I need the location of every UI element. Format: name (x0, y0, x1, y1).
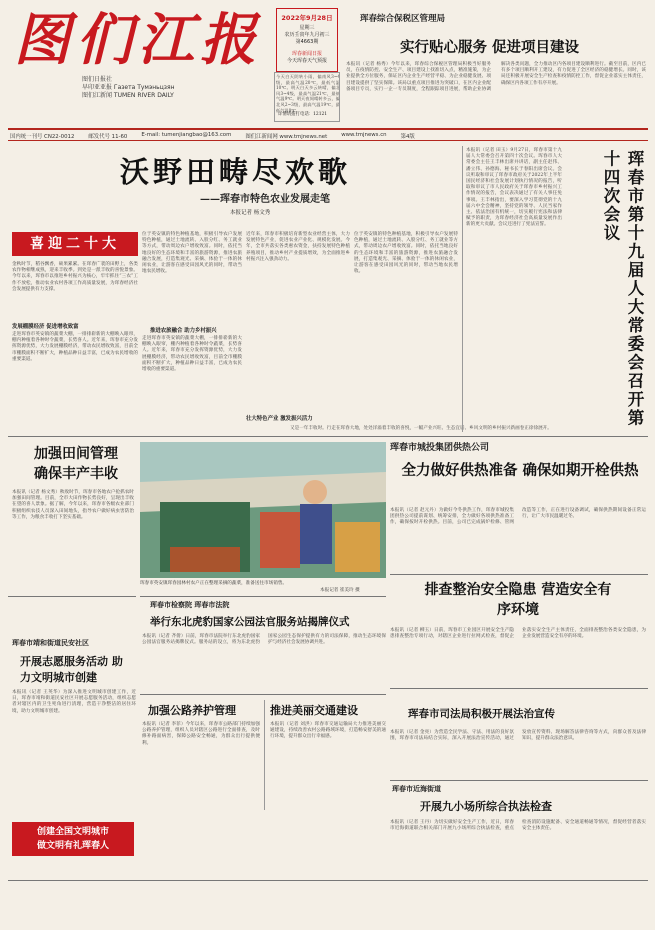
issue-date: 2022年9月28日 (281, 14, 333, 22)
masthead-rule (8, 128, 648, 130)
cn-number: 国内统一刊号 CN22-0012 (10, 134, 75, 140)
main-body-4: 近年来，珲春市积极培育新型农业经营主体，大力发展特色产业，促进农业产业化、规模化发展。今年，全市共落实各类惠农资金，扶持发展特色种植养殖项目，推动乡村产业提质增效，为全面推进乡村振兴注入强劲动力。 (246, 232, 350, 262)
main-headline: 沃野田畴尽欢歌 (120, 155, 352, 189)
top-right-headline: 实行贴心服务 促进项目建设 (400, 39, 580, 56)
masthead-info-bar (10, 132, 648, 140)
photo-caption: 珲春市英安镇珲春园林村农户正在整理采摘的蔬菜，准备送往市场销售。 (140, 581, 288, 586)
hotline-label: 珲春新闻日报 (291, 51, 322, 57)
divider-court (140, 596, 386, 597)
safety-headline: 排查整治安全隐患 营造安全有序环境 (424, 582, 612, 618)
website: 图们江新闻网 www.tmjnews.net (245, 134, 328, 140)
top-right-body: 本报讯（记者 杨秀）今年以来，珲春综合保税区管理局积极当好服务员，在疫情防控、安全生产、项目建设上找准切入点，精准施策，为企业提供全方位服务，保证区内企业生产经营平稳、为企业稳健发展、项目建设提供了坚实保障。该局以重点项目推进为突破口，在区内企业配备项目专员，实行一企一专员制度，全程跟踪项目进展，帮助企业协调解决各类问题，全力推动区内各项目建设顺利进行。截至目前，区内已有多个项目顺利开工建设，有力促进了全区经济的稳健增长。同时，该局还积极开展安全生产检查和疫情防控工作，督促企业落实主体责任，确保区内各项工作有序开展。 (346, 62, 646, 92)
main-body-3: 位于英安镇的特色种植基地，积极引导农户发展特色种植，通过土地流转、入股分红、务工就业等方式，带动周边农户增收致富。同时，依托当地良好的生态环境和丰富的旅游资源，推进农旅融合发展，打造集观光、采摘、体验于一体的休闲农业，让游客在感受田园风光的同时，带动当地农民增收。 (142, 232, 242, 275)
main-subtitle: ——珲春市特色农业发展走笔 (200, 194, 330, 205)
heat-kicker: 珲春市城投集团供热公司 (390, 443, 490, 453)
coast-kicker: 珲春市近海街道 (392, 784, 441, 793)
meeting-body: 本报讯（记者 田玉）9月27日，珲春市第十九届人大常委会召开第四十次会议。珲春市人大常委会主任王丰林出席并讲话，副主任赵伟、潘立伟、孙德海、秘书长于春阳出席会议。会议听取和审议了珲春市政府关于2022年上半年国民经济和社会发展计划执行情况的报告，听取和审议了市人民政府关于珲春市乡村振兴工作情况的报告，会议表决通过了有关人事任免事项。王丰林指出，要深入学习贯彻党的十九届六中全会精神，坚持党的领导、人民当家作主、依法治国有机统一，切实履行宪法和法律赋予的职责，为珲春经济社会高质量发展作出新的更大贡献。会议还进行了宪法宣誓。 (466, 148, 562, 228)
traffic-body: 本报讯（记者 刘洪）珲春市交通运输局大力推进美丽交通建设，持续改善农村公路路域环境，打造畅安舒美的通行环境，提升群众出行幸福感。 (270, 722, 386, 740)
masthead-sub-en: 图们江新闻 TUMEN RIVER DAILY (82, 92, 174, 99)
main-byline: 本报记者 杨文秀 (230, 210, 271, 216)
farm-photo-illustration (140, 442, 386, 578)
weather-box (274, 72, 340, 122)
weather-text: 今天白天阴转小雨，偏南风3~4级，最高气温20℃，最低气温10℃。明天白天多云转晴，偏北风3~4级，最高气温21℃，最低气温9℃。明天夜间晴转多云，偏北风2~3级，最高气温19℃，最低气温8℃。 (276, 74, 340, 113)
divider-bottom (8, 880, 648, 881)
main-body-5: 又是一年丰收时。行走在珲春大地，处处洋溢着丰收的喜悦，一幅产业兴旺、生态宜居、乡风文明的乡村振兴新画卷正徐徐展开。 (290, 426, 552, 431)
main-section-2: 推进农旅融合 助力乡村振兴 (150, 328, 217, 334)
main-body-6: 位于英安镇的特色种植基地，积极引导农户发展特色种植，通过土地流转、入股分红、务工就业等方式，带动周边农户增收致富。同时，依托当地良好的生态环境和丰富的旅游资源，推进农旅融合发展，打造集观光、采摘、体验于一体的休闲农业，让游客在感受田园风光的同时，带动当地农民增收。 (354, 232, 458, 275)
main-body-3b: 走进珲春市英安镇的蔬菜大棚，一排排崭新的大棚映入眼帘，棚内种植着各种时令蔬菜，长势喜人。近年来，珲春市充分发挥资源优势，大力发展棚膜经济，带动农民增收致富，目前全市棚膜面积不断扩大，种植品种日益丰富，已成为农民增收的重要渠道。 (142, 336, 242, 373)
volunteer-kicker: 珲春市靖和街道民安社区 (12, 638, 89, 647)
issue-number: 第4663期 (295, 39, 319, 45)
page-number: 第4版 (400, 134, 415, 140)
court-headline: 举行东北虎豹国家公园法官服务站揭牌仪式 (150, 616, 350, 628)
divider-safety (390, 574, 648, 575)
divider-coast (390, 780, 648, 781)
volunteer-headline: 开展志愿服务活动 助力文明城市创建 (20, 655, 123, 684)
farm-headline: 加强田间管理 确保丰产丰收 (34, 446, 118, 482)
divider-mid (8, 436, 648, 437)
top-right-kicker: 珲春综合保税区管理局 (360, 14, 446, 24)
post-code: 邮发代号 11-60 (88, 134, 128, 140)
main-body-1: 金秋时节，稻谷飘香，硕果累累。在珲春广袤的田野上，各类农作物相继成熟，迎来丰收季。到处是一派丰收的喜悦景象。今年以来，珲春市以推进乡村振兴为核心，牢牢抓住“三农”工作不放松，推动农业农村各项工作高质量发展，为珲春经济社会发展提供有力支撑。 (12, 262, 138, 292)
heat-body: 本报讯（记者 赵元丹）为做好今冬供热工作，珲春市城投集团供热公司提前谋划、统筹安排，全力做好各项供热准备工作，确保按时开栓供热。目前，公司已完成锅炉检修、管网改造等工作，正在进行设备调试，确保供热期间设备正常运行，让广大市民温暖过冬。 (390, 508, 646, 526)
right-divider (462, 146, 463, 432)
safety-body: 本报讯（记者 柳玉）日前，珲春市工业园区开展安全生产隐患排查整治专项行动，对辖区企业进行拉网式检查，督促企业落实安全生产主体责任，全面排查整治各类安全隐患，为企业发展营造安全有序的环境。 (390, 628, 646, 640)
date-box (276, 8, 338, 72)
legal-headline: 珲春市司法局积极开展法治宣传 (408, 708, 555, 720)
email: E-mail: tumenjiangbao@163.com (141, 132, 232, 138)
masthead-title: 图们江报 (14, 7, 262, 73)
coast-body: 本报讯（记者 王丹）为切实做好安全生产工作，近日，珲春市近海街道联合相关部门开展九小场所综合执法检查，重点检查消防设施配备、安全通道畅通等情况，督促经营者落实安全主体责任。 (390, 820, 646, 832)
divider-legal (390, 688, 648, 689)
main-section-1: 发展棚膜经济 促进增收致富 (12, 324, 79, 330)
court-kicker: 珲春市检察院 珲春市法院 (150, 600, 230, 609)
celebrate-banner: 喜迎二十大 (12, 232, 138, 256)
masthead-rule-2 (8, 140, 648, 141)
court-body: 本报讯（记者 齐倩）日前，珲春市法院举行东北虎豹国家公园法官服务站揭牌仪式。服务站的设立，将为东北虎豹国家公园生态保护提供有力的司法保障，推动生态环境保护与经济社会发展协调共进。 (142, 634, 386, 646)
weather-tip: 详情请拨打电话：12121 (278, 112, 328, 117)
volunteer-body: 本报讯（记者 王英华）为深入推进文明城市创建工作，近日，珲春市靖和街道民安社区开展志愿服务活动，组织志愿者对辖区内的卫生死角进行清理，营造干净整洁的居住环境，助力文明城市创建。 (12, 690, 136, 714)
civility-line-1: 创建全国文明城市 (36, 827, 109, 837)
road-headline: 加强公路养护管理 (148, 704, 236, 717)
traffic-headline: 推进美丽交通建设 (270, 704, 358, 717)
masthead-sub-names: 早印亚亚报 Газета Тумэньцзян (82, 84, 175, 91)
website-2: www.tmjnews.cn (341, 132, 387, 138)
farm-body: 本报讯（记者 杨文秀）秋收时节，珲春市各地农户抢抓农时加强田间管理。目前，全市大田作物长势良好，呈现出丰收在望的喜人景象。据了解，今年以来，珲春市各级农业部门积极组织农技人员深入田间地头，指导农户做好病虫害防治等工作，为粮食丰收打下坚实基础。 (12, 490, 134, 520)
civility-banner (12, 822, 134, 856)
issue-lunar: 农历壬寅年九月初三 (284, 32, 330, 38)
divider-volunteer (8, 596, 136, 597)
issue-weekday: 星期三 (299, 25, 315, 31)
road-body: 本报讯（记者 李菲）今年以来，珲春市公路部门持续加强公路养护管理，组织人员对辖区公路进行全面排查，及时修补路面病害，保障公路安全畅通，为群众出行提供便利。 (142, 722, 260, 746)
legal-body: 本报讯（记者 金亮）为营造全民学法、守法、用法的良好氛围，珲春市司法局结合实际，深入开展法治宣传活动，通过发放宣传资料、现场解答法律咨询等方式，向群众普及法律知识，提升群众法治意识。 (390, 730, 646, 742)
heat-headline: 全力做好供热准备 确保如期开栓供热 (401, 462, 639, 479)
photo-credit: 本报记者 崔美玲 摄 (320, 588, 360, 593)
traffic-divider (264, 700, 265, 810)
weather-label: 今天珲春天气预报 (286, 58, 327, 64)
main-section-3: 壮大特色产业 激发振兴活力 (246, 416, 313, 422)
civility-line-2: 做文明有礼珲春人 (36, 841, 109, 851)
farm-photo (140, 442, 386, 578)
main-body-2: 走进珲春市英安镇的蔬菜大棚，一排排崭新的大棚映入眼帘，棚内种植着各种时令蔬菜，长势喜人。近年来，珲春市充分发挥资源优势，大力发展棚膜经济，带动农民增收致富，目前全市棚膜面积不断扩大，种植品种日益丰富，已成为农民增收的重要渠道。 (12, 332, 138, 362)
divider-road (140, 694, 386, 695)
meeting-title: 珲春市第十九届人大常委会召开第十四次会议 (601, 150, 644, 428)
masthead-publisher: 图们日报社 (82, 76, 113, 83)
coast-headline: 开展九小场所综合执法检查 (420, 800, 552, 813)
